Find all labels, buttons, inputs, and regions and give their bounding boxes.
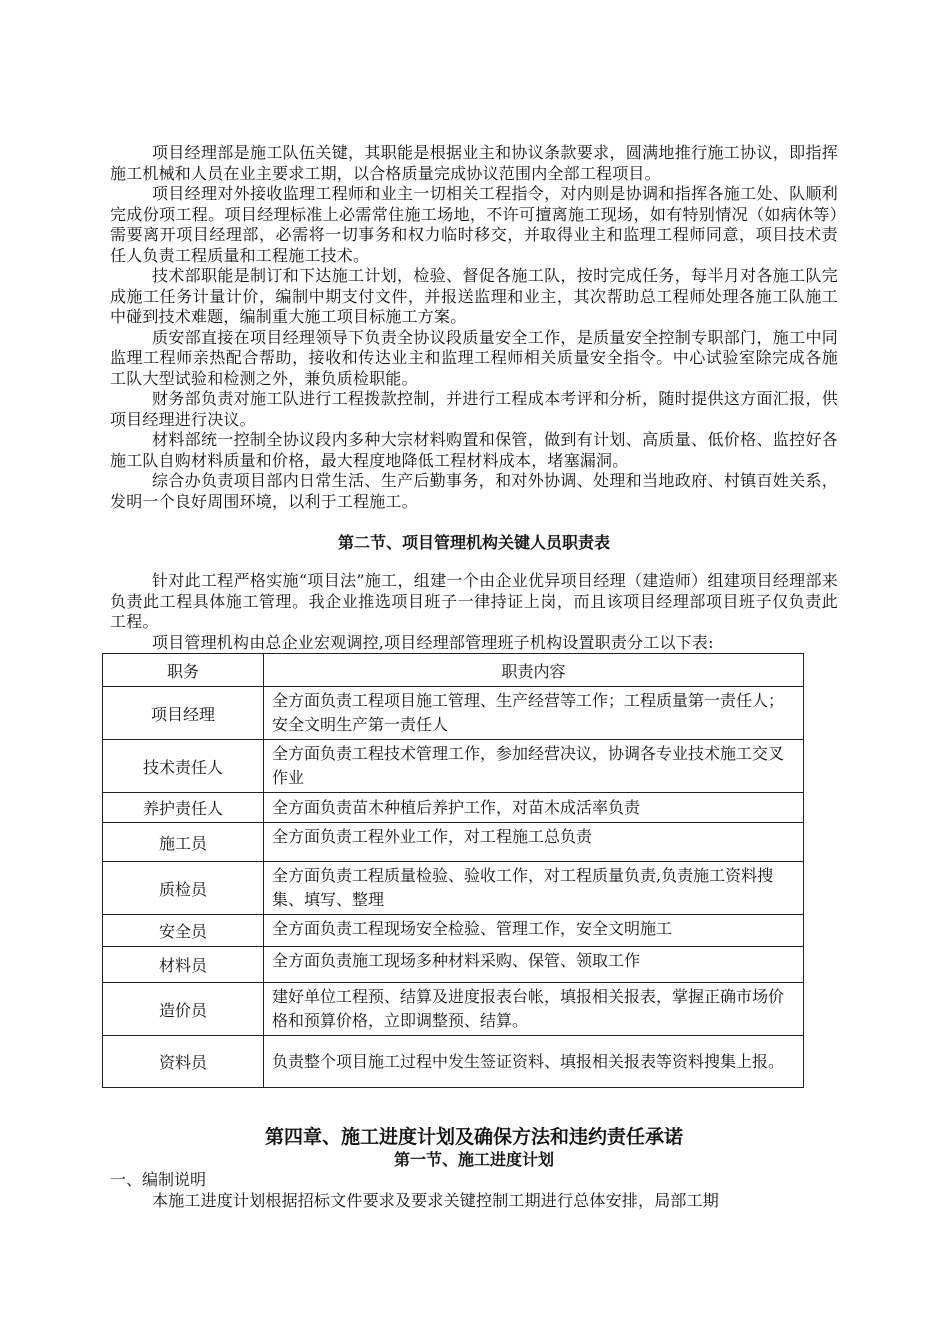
desc-cell: 全方面负责工程现场安全检验、管理工作，安全文明施工 (264, 915, 804, 947)
role-cell: 资料员 (103, 1036, 264, 1088)
table-row (103, 1036, 804, 1088)
role-cell: 技术责任人 (103, 740, 264, 793)
top-paragraphs (110, 143, 838, 512)
section2-intro: 针对此工程严格实施“项目法”施工，组建一个由企业优异项目经理（建造师）组建项目经理部来负责此工程具体施工管理。我企业推选项目班子一律持证上岗，而且该项目经理部项目班子仅负责此工程。 (110, 571, 838, 631)
chapter4-title: 第四章、施工进度计划及确保方法和违约责任承诺 (264, 1126, 683, 1148)
chapter4-paragraph: 本施工进度计划根据招标文件要求及要求关键控制工期进行总体安排，局部工期 (152, 1190, 720, 1210)
desc-cell: 全方面负责苗木种植后养护工作，对苗木成活率负责 (264, 793, 804, 823)
desc-cell: 建好单位工程预、结算及进度报表台帐，填报相关报表，掌握正确市场价格和预算价格，立即调整预、结算。 (264, 983, 804, 1036)
table-row (103, 793, 804, 823)
table-row (103, 687, 804, 740)
table-row (103, 740, 804, 793)
paragraph-project-dept: 项目经理部是施工队伍关键，其职能是根据业主和协议条款要求，圆满地推行施工协议，即指挥施工机械和人员在业主要求工期，以合格质量完成协议范围内全部工程项目。 (110, 143, 838, 183)
desc-cell: 负责整个项目施工过程中发生签证资料、填报相关报表等资料搜集上报。 (264, 1036, 804, 1088)
table-header-row (103, 654, 804, 687)
section2-title: 第二节、项目管理机构关键人员职责表 (337, 533, 610, 552)
role-cell: 施工员 (103, 823, 264, 862)
header-role: 职务 (103, 654, 264, 687)
paragraph-tech-dept: 技术部职能是制订和下达施工计划，检验、督促各施工队，按时完成任务，每半月对各施工队完成施工任务计量计价，编制中期支付文件，并报送监理和业主，其次帮助总工程师处理各施工队施工中碰到技术难题，编制重大施工项目标施工方案。 (110, 266, 838, 326)
table-row (103, 862, 804, 915)
desc-cell: 全方面负责工程项目施工管理、生产经营等工作；工程质量第一责任人；安全文明生产第一责任人 (264, 687, 804, 740)
chapter4-section1-title: 第一节、施工进度计划 (393, 1150, 554, 1169)
role-cell: 项目经理 (103, 687, 264, 740)
table-row (103, 947, 804, 983)
paragraph-office: 综合办负责项目部内日常生活、生产后勤事务，和对外协调、处理和当地政府、村镇百姓关系，发明一个良好周围环境，以利于工程施工。 (110, 471, 838, 511)
desc-cell: 全方面负责施工现场多种材料采购、保管、领取工作 (264, 947, 804, 983)
desc-cell: 全方面负责工程质量检验、验收工作，对工程质量负责,负责施工资料搜集、填写、整理 (264, 862, 804, 915)
role-cell: 材料员 (103, 947, 264, 983)
paragraph-project-manager: 项目经理对外接收监理工程师和业主一切相关工程指令，对内则是协调和指挥各施工处、队顺利完成份项工程。项目经理标准上必需常住施工场地，不许可擅离施工现场，如有特别情况（如病休等）需要离开项目经理部，必需将一切事务和权力临时移交，并取得业主和监理工程师同意，项目技术责任人负责工程质量和工程施工技术。 (110, 184, 838, 265)
desc-cell: 全方面负责工程技术管理工作，参加经营决议，协调各专业技术施工交叉作业 (264, 740, 804, 793)
paragraph-finance-dept: 财务部负责对施工队进行工程拨款控制，并进行工程成本考评和分析，随时提供这方面汇报，供项目经理进行决议。 (110, 389, 838, 429)
paragraph-material-dept: 材料部统一控制全协议段内多种大宗材料购置和保管，做到有计划、高质量、低价格、监控好各施工队自购材料质量和价格，最大程度地降低工程材料成本，堵塞漏洞。 (110, 430, 838, 470)
desc-cell: 全方面负责工程外业工作，对工程施工总负责 (264, 823, 804, 862)
role-cell: 质检员 (103, 862, 264, 915)
role-cell: 安全员 (103, 915, 264, 947)
document-page (110, 143, 838, 1211)
table-row (103, 823, 804, 862)
paragraph-quality-dept: 质安部直接在项目经理领导下负责全协议段质量安全工作，是质量安全控制专职部门，施工中同监理工程师亲热配合帮助，接收和传达业主和监理工程师相关质量安全指令。中心试验室除完成各施工队大型试验和检测之外，兼负质检职能。 (110, 327, 838, 388)
table-row (103, 915, 804, 947)
duty-table (102, 653, 804, 1088)
section2-intro2: 项目管理机构由总企业宏观调控,项目经理部管理班子机构设置职责分工以下表: (152, 632, 714, 652)
header-desc: 职责内容 (264, 654, 804, 687)
table-row (103, 983, 804, 1036)
role-cell: 养护责任人 (103, 793, 264, 823)
chapter4-item1: 一、编制说明 (110, 1170, 207, 1189)
role-cell: 造价员 (103, 983, 264, 1036)
